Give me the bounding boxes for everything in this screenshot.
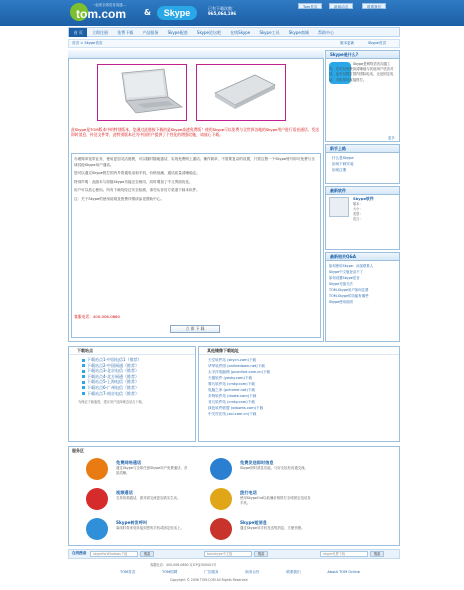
footer-link[interactable]: 商务合作 [245,570,260,574]
footer-search-button[interactable]: 搜索 [254,551,268,557]
footer-search-input[interactable]: skype免费下载 [320,551,368,557]
bullet-icon [82,370,85,373]
sidebar-qa-item[interactable]: Skype充值方法 [329,282,353,286]
service-title[interactable]: Skype转发呼叫 [116,520,148,525]
detail-paragraph: 办理简单宽带业务，使用更加灵活便捷，可以随时随地通话，实现免费网上通话。操作简单，不需要复杂的设置，只需注册一个Skype账号即可免费与全球其他Skype用户通话。 [74,157,315,167]
nav-register[interactable]: 立即注册 [92,29,109,35]
sidebar-intro-title: Skype是什么? [326,51,399,59]
sidebar-news-title: 新手上路 [326,145,399,153]
service-title[interactable]: 拨打电话 [240,490,257,495]
main-panel-header [68,50,324,59]
nav-store[interactable]: Skype商城 [288,29,309,35]
message-service-icon [210,458,232,480]
nav-products[interactable]: 产品服务 [142,29,159,35]
footer-links [120,570,360,575]
footer-link[interactable]: TOM招聘 [162,570,178,574]
sidebar-qa-item[interactable]: 如何设置Skype语音 [329,276,360,280]
sidebar-qa-item[interactable]: TOM-Skype的功能有哪些 [329,294,369,298]
detail-paragraph: 注：关于Skype的使用说明及资费详情请参见帮助中心。 [74,196,164,201]
footer-search-button[interactable]: 搜索 [370,551,384,557]
mirror-link[interactable]: 太平洋电脑网 (pconline.com.cn)下载 [208,370,271,374]
download-site-link: 下载站点5-上海电信（推荐） [82,379,192,385]
laptop-closed-icon [197,65,285,120]
service-desc: Skype即时消息功能，与好友轻松沟通交流。 [240,466,308,470]
detail-text [74,157,318,206]
download-site-link: 下载站点7-南京电信（推荐） [82,391,192,397]
bullet-icon [82,364,85,367]
download-stats [208,6,236,16]
sidebar-intro-text: Skype是网络语音沟通工具，它可以免费高清晰地与其他用户语音对话，也可以拨打国内国际电话，无论固定电话、手机均可直接拨打。 [329,62,394,82]
laptop-photo-closed [196,64,286,121]
footer-search-label: 在线搜索 [72,551,87,555]
mirror-link[interactable]: 天极软件 (yesky.com)下载 [208,376,253,380]
service-title[interactable]: 免费网络通话 [116,460,142,465]
mirror-link[interactable]: 多特软件站 (duote.com)下载 [208,394,257,398]
download-note: 为保证下载速度，建议用户选择就近站点下载。 [78,400,145,404]
sms-service-icon [210,518,232,540]
mirror-link[interactable]: 中关村在线 (zol.com.cn)下载 [208,412,257,416]
footer-search-input[interactable]: tomskype中文版 [204,551,252,557]
download-now-button[interactable]: 立 即 下 载 [170,325,220,333]
mirror-link[interactable]: 华军软件园 (onlinedown.net)下载 [208,364,265,368]
software-meta-version: 版本： [353,202,363,206]
service-desc: 通过Skype与全球任意Skype用户免费通话，音质清晰。 [116,466,188,475]
service-phone: 客服电话：400-006-0860 [74,314,120,319]
call-service-icon [86,458,108,480]
skype-logo[interactable]: Skype [157,6,197,20]
footer-link[interactable]: About TOM Online [327,570,360,574]
nav-home[interactable]: 首 页 [69,28,87,37]
intro-notice: 此Skype是TOM版本中的特别版本。您通过此链接下载的是Skype高速免费版！使用Skype可以免费与全世界各地的Skype用户进行语音通话、发送即时消息、传送文件等，此特别版本还为中国用户提供了个性化的增强功能，请放心下载。 [71,127,320,138]
software-meta-type: 类型： [353,212,363,216]
nav-help[interactable]: 帮助中心 [318,29,335,35]
sidebar-more-link[interactable]: 更多 [388,136,395,140]
mirror-link[interactable]: 非凡软件站 (crsky.com)下载 [208,400,255,404]
toplink-contact[interactable]: 联系我们 [362,3,386,9]
bullet-icon [82,375,85,378]
service-desc: 离线时将来电转接到您的手机或固定电话上。 [116,526,184,530]
sidebar-qa-item[interactable]: Skype使用说明 [329,300,353,304]
logo-amp: & [144,8,151,17]
video-service-icon [86,488,108,510]
footer-link[interactable]: 联系我们 [286,570,301,574]
main-nav [68,27,400,37]
download-sites-list [82,357,192,396]
nav-tools[interactable]: Skype工具 [259,29,280,35]
footer-link[interactable]: 广告服务 [204,570,219,574]
sidebar-qa-item[interactable]: 如何使用Skype：添加联系人 [329,264,374,268]
mirror-link[interactable]: 电脑之家 (pchome.net)下载 [208,388,255,392]
service-title[interactable]: Skype短消息 [240,520,267,525]
software-meta [353,202,363,222]
sidebar-qa-list [329,263,399,305]
nav-download[interactable]: 免费下载 [117,29,134,35]
service-title[interactable]: 免费发送即时信息 [240,460,274,465]
service-desc: 使用SkypeOut以低廉价格拨打全球固定电话及手机。 [240,496,311,505]
breadcrumb-path[interactable]: 首页 > Skype首页 [72,41,103,45]
breadcrumb-skype-link[interactable]: Skype首页 [368,41,387,45]
detail-paragraph: 用户可以放心使用。所有下载均经过安全检测，请勿从非官方渠道下载本软件。 [74,188,200,193]
download-site-link: 下载站点2-中国网通（推荐） [82,363,192,369]
software-box-icon [329,197,349,217]
mirror-list [208,357,396,417]
laptop-photo-open [97,64,187,121]
software-meta-lang: 语言： [353,217,363,221]
service-title[interactable]: 视频通话 [116,490,133,495]
mirror-link[interactable]: 天空软件站 (skycn.com)下载 [208,358,257,362]
laptop-open-icon [98,65,186,120]
mirror-title: 其他镜像下载地址 [199,347,399,355]
sidebar-news-item[interactable]: 如何注册 [332,168,347,172]
detail-paragraph: 特别声明：此版本与原版Skype功能完全相同，同时增加了中文界面优化。 [74,179,193,184]
footer-link[interactable]: TOM首页 [120,570,136,574]
bullet-icon [82,392,85,395]
sidebar-qa-item[interactable]: TOM-Skype用户如何注册 [329,288,369,292]
footer-search-input[interactable]: skypeforWindows下载 [90,551,138,557]
mirror-link[interactable]: 霏凡软件站 (crsky.com)下载 [208,382,255,386]
logo-tagline: 一起来全球语音沟通… [92,3,126,7]
stats-count: 965,064,196 [208,11,237,16]
detail-paragraph: 您可以通过Skype拨打国内外普通电话和手机，价格低廉，通话质量清晰稳定。 [74,171,200,176]
download-sites-title: 下载站点 [69,347,195,355]
sidebar-qa-item[interactable]: Skype中文版登录不了 [329,270,363,274]
service-desc: 支持视频通话，面对面交流更加真实生动。 [116,496,181,500]
software-meta-size: 大小： [353,207,363,211]
stats-label: 已有下载次数： [208,6,236,11]
download-site-link: 下载站点6-广州电信（推荐） [82,385,192,391]
service-desc: 通过Skype向手机发送短消息，方便快捷。 [240,526,305,530]
download-site-link: 下载站点4-北方网通（推荐） [82,374,192,380]
mirror-link[interactable]: 绿色软件联盟 (xdowns.com)下载 [208,406,264,410]
sidebar-news-item[interactable]: 什么是Skype [332,156,354,160]
nav-online[interactable]: 在线Skype [230,29,251,35]
sidebar-news-item[interactable]: 如何下载安装 [332,162,354,166]
software-name[interactable]: Skype软件 [353,196,374,201]
forward-service-icon [86,518,108,540]
toplink-news[interactable]: 新闻动态 [329,3,353,9]
sidebar-qa-title: 最新相关Q&A [326,253,399,261]
footer-info: 客服电话：400-006-0860 京ICP证000001号 [150,563,217,567]
sidebar-software-title: 最新软件 [326,187,399,195]
toplink-tom-home[interactable]: Tom首页 [298,3,322,9]
nav-accessories[interactable]: Skype配套 [167,29,188,35]
breadcrumb-update-link[interactable]: 版本更新 [340,41,355,45]
bullet-icon [82,381,85,384]
bullet-icon [82,359,85,362]
services-title: 服务区 [72,448,84,453]
footer-search-button[interactable]: 搜索 [140,551,154,557]
sidebar-news-list [332,155,354,173]
phone-service-icon [210,488,232,510]
footer-copyright: Copyright © 2006 TOM.COM All Rights Reserved [170,578,248,582]
bullet-icon [82,386,85,389]
download-site-link: 下载站点3-北京电信（推荐） [82,368,192,374]
download-site-link: 下载站点1-中国电信1（推荐） [82,357,192,363]
nav-forum[interactable]: Skype论坛吧 [196,29,221,35]
logo-text[interactable]: tom.com [76,7,127,21]
